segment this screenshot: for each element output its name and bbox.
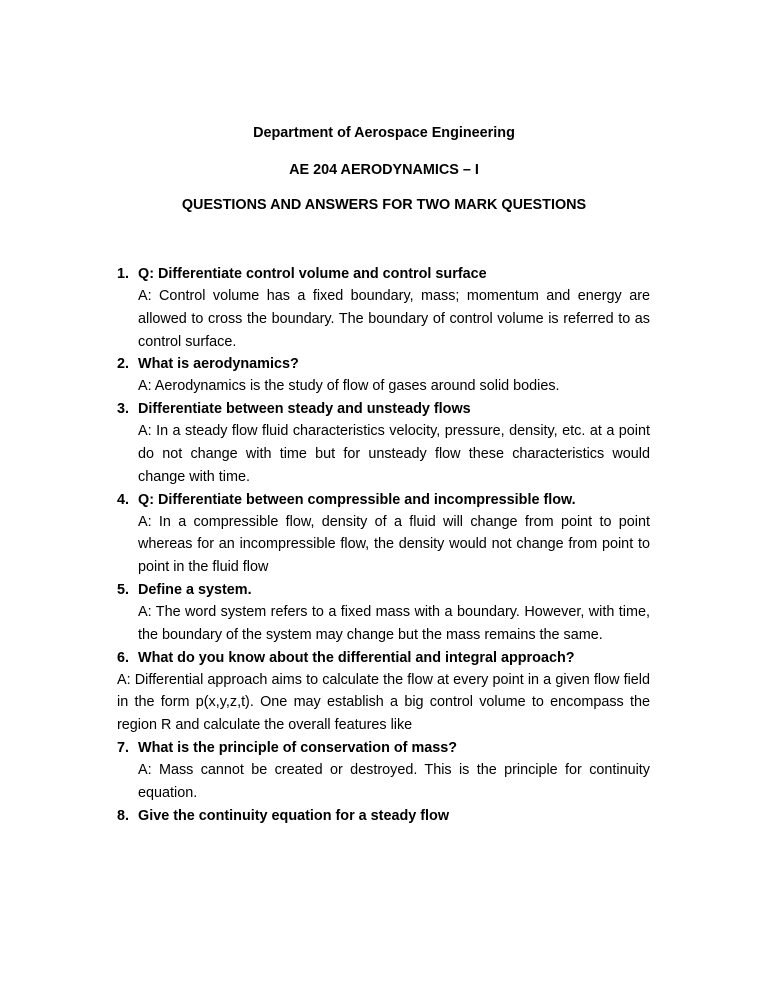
answer-1: A: Control volume has a fixed boundary, mass; momentum and energy are allowed to cross the boundary. The boundary of control volume is referred to as control surface.	[138, 288, 650, 350]
answer-7: A: Mass cannot be created or destroyed. This is the principle for continuity equation.	[138, 761, 650, 801]
question-number: 6.	[117, 649, 130, 666]
qa-item-6	[0, 647, 768, 737]
question-5	[117, 579, 650, 601]
answer-3: A: In a steady flow fluid characteristics velocity, pressure, density, etc. at a point do not change with time but for unsteady flow these characteristics would change with time.	[138, 423, 650, 485]
answer-6: A: Differential approach aims to calculate the flow at every point in a given flow field in the form p(x,y,z,t). One may establish a big control volume to encompass the region R and calculate the overall features like	[117, 671, 650, 734]
qa-item-2	[0, 353, 768, 398]
question-number: 4.	[117, 491, 130, 508]
question-8	[117, 805, 650, 827]
answer-2: A: Aerodynamics is the study of flow of gases around solid bodies.	[138, 378, 560, 395]
qa-item-4	[0, 489, 768, 579]
question-text: Define a system.	[138, 581, 252, 598]
question-number: 3.	[117, 401, 130, 418]
question-3	[117, 398, 650, 420]
question-text: Q: Differentiate between compressible and incompressible flow.	[138, 491, 576, 508]
qa-item-7	[0, 737, 768, 805]
question-number: 5.	[117, 581, 130, 598]
department-heading: Department of Aerospace Engineering	[253, 125, 515, 141]
question-text: What is aerodynamics?	[138, 356, 299, 373]
qa-item-3	[0, 398, 768, 488]
question-text: Differentiate between steady and unsteady flows	[138, 401, 471, 418]
question-number: 2.	[117, 356, 130, 373]
question-7	[117, 737, 650, 759]
question-1	[117, 263, 650, 285]
question-text: What do you know about the differential and integral approach?	[138, 649, 575, 666]
question-text: Give the continuity equation for a steady flow	[138, 807, 450, 824]
qa-item-8	[0, 805, 768, 827]
answer-4: A: In a compressible flow, density of a fluid will change from point to point whereas for an incompressible flow, the density would not change from point to point in the fluid flow	[138, 513, 650, 576]
question-2	[117, 353, 650, 375]
qa-list	[0, 263, 768, 827]
document-subtitle: QUESTIONS AND ANSWERS FOR TWO MARK QUESTIONS	[181, 197, 587, 213]
question-6	[117, 647, 650, 669]
question-number: 8.	[117, 807, 130, 824]
qa-item-5	[0, 579, 768, 647]
question-text: What is the principle of conservation of mass?	[138, 739, 458, 756]
question-4	[117, 489, 650, 511]
course-heading: AE 204 AERODYNAMICS – I	[289, 162, 479, 178]
question-text: Q: Differentiate control volume and control surface	[138, 266, 487, 282]
question-number: 1.	[117, 266, 130, 282]
question-number: 7.	[117, 739, 130, 756]
answer-5: A: The word system refers to a fixed mass with a boundary. However, with time, the boundary of the system may change but the mass remains the same.	[138, 603, 650, 643]
qa-item-1	[0, 263, 768, 353]
